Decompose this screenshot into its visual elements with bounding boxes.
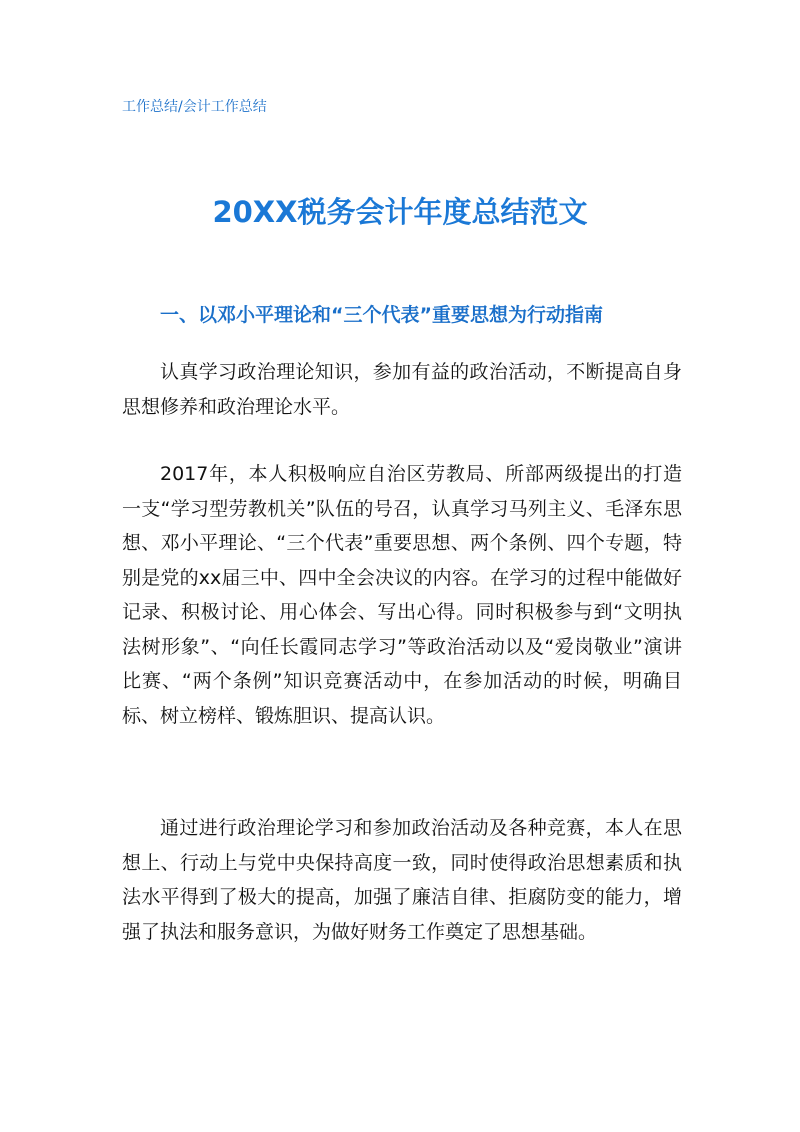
- paragraph: 认真学习政治理论知识，参加有益的政治活动，不断提高自身思想修养和政治理论水平。: [122, 361, 682, 418]
- paragraph: 2017年，本人积极响应自治区劳教局、所部两级提出的打造一支“学习型劳教机关”队伍的号召，认真学习马列主义、毛泽东思想、邓小平理论、“三个代表”重要思想、两个条例、四个专题，特别是党的xx届三中、四中全会决议的内容。在学习的过程中能做好记录、积极讨论、用心体会、写出心得。同时积极参与到“文明执法树形象”、“向任长霞同志学习”等政治活动以及“爱岗敬业”演讲比赛、“两个条例”知识竞赛活动中，在参加活动的时候，明确目标、树立榜样、锻炼胆识、提高认识。: [122, 463, 682, 727]
- page-title: 20XX税务会计年度总结范文: [212, 195, 588, 229]
- paragraph: 通过进行政治理论学习和参加政治活动及各种竞赛，本人在思想上、行动上与党中央保持高度一致，同时使得政治思想素质和执法水平得到了极大的提高，加强了廉洁自律、拒腐防变的能力，增强了执法和服务意识，为做好财务工作奠定了思想基础。: [122, 817, 682, 943]
- breadcrumb[interactable]: 工作总结/会计工作总结: [122, 99, 267, 115]
- section-heading: 一、以邓小平理论和“三个代表”重要思想为行动指南: [160, 304, 603, 326]
